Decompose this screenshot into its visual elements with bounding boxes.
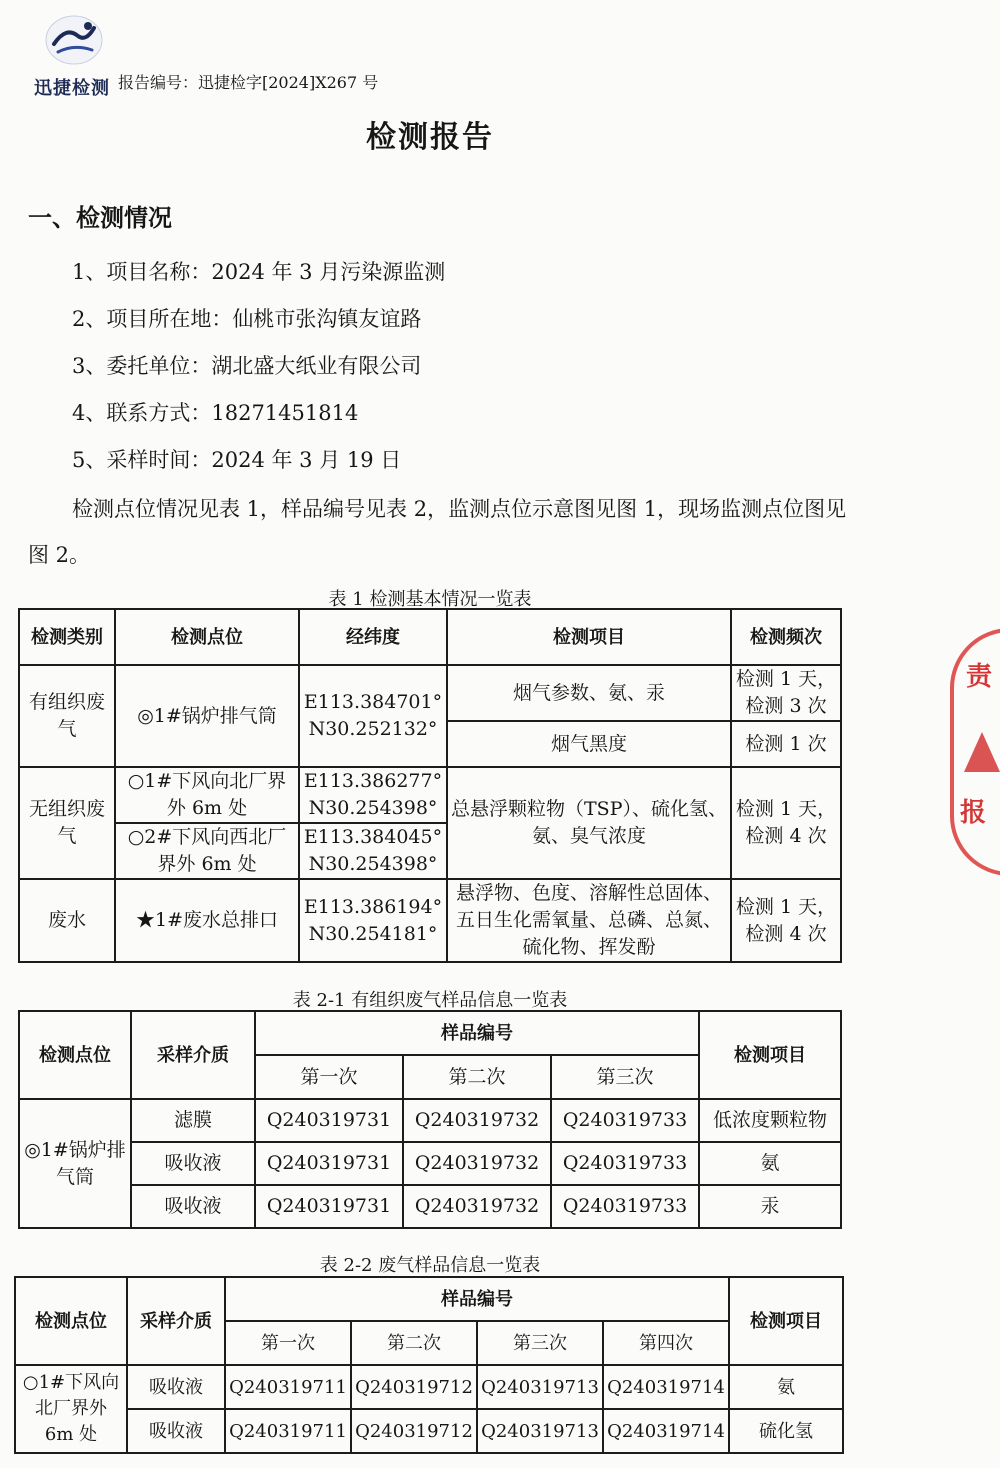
table2-2-sample: Q240319713 (477, 1365, 603, 1409)
stamp-star-icon (964, 732, 1000, 772)
table1-cell-lon: E113.384045° (303, 826, 443, 848)
table2-2-round: 第四次 (603, 1321, 729, 1365)
table1-header-coords: 经纬度 (299, 609, 447, 665)
table2-2-caption: 表 2-2 废气样品信息一览表 (319, 1255, 541, 1276)
table2-2-sample: Q240319714 (603, 1409, 729, 1453)
table2-2-header-sample-no: 样品编号 (225, 1277, 729, 1321)
table2-2-point: ○1#下风向北厂界外 6m 处 (15, 1365, 127, 1453)
table2-1-medium: 滤膜 (131, 1099, 255, 1142)
table1-cell-items: 烟气参数、氨、汞 (447, 665, 731, 721)
table2-2-item: 硫化氢 (729, 1409, 843, 1453)
table2-2-sample: Q240319713 (477, 1409, 603, 1453)
table2-1-sample: Q240319731 (255, 1099, 403, 1142)
table1-cell-frequency: 检测 1 次 (731, 721, 841, 767)
table1-cell-point: ★1#废水总排口 (115, 879, 299, 962)
section-heading: 一、检测情况 (28, 204, 172, 232)
table2-1-caption: 表 2-1 有组织废气样品信息一览表 (292, 990, 568, 1011)
table1-cell-coords (299, 665, 447, 767)
table1-header-items: 检测项目 (447, 609, 731, 665)
table1-cell-coords (299, 823, 447, 879)
company-logo (34, 14, 114, 98)
table2-2-header-point: 检测点位 (15, 1277, 127, 1365)
table2-2-medium: 吸收液 (127, 1409, 225, 1453)
table2-1-item: 汞 (699, 1185, 841, 1228)
table1-cell-lat: N30.252132° (308, 718, 438, 740)
document-title: 检测报告 (366, 120, 494, 155)
table2-1-sample: Q240319733 (551, 1185, 699, 1228)
table2-2-round: 第三次 (477, 1321, 603, 1365)
table2-1-sample: Q240319733 (551, 1142, 699, 1185)
basic-info-table (18, 608, 842, 963)
table1-header-frequency: 检测频次 (731, 609, 841, 665)
table1-cell-lat: N30.254398° (308, 853, 438, 875)
table1-cell-lon: E113.384701° (303, 691, 443, 713)
table1-cell-frequency: 检测 1 天，检测 3 次 (731, 665, 841, 721)
table1-cell-category: 有组织废气 (19, 665, 115, 767)
table1-cell-frequency: 检测 1 天，检测 4 次 (731, 767, 841, 879)
table2-2-header-item: 检测项目 (729, 1277, 843, 1365)
table1-cell-point: ◎1#锅炉排气筒 (115, 665, 299, 767)
table1-cell-point: ○1#下风向北厂界外 6m 处 (115, 767, 299, 823)
report-number: 报告编号：迅捷检字[2024]X267 号 (118, 73, 379, 92)
table1-cell-coords (299, 879, 447, 962)
organized-sample-table (18, 1010, 842, 1229)
table2-1-sample: Q240319731 (255, 1142, 403, 1185)
logo-emblem-icon (44, 14, 104, 66)
table2-1-header-item: 检测项目 (699, 1011, 841, 1099)
table1-header-point: 检测点位 (115, 609, 299, 665)
table2-1-medium: 吸收液 (131, 1142, 255, 1185)
table2-1-round: 第三次 (551, 1055, 699, 1099)
table2-2-sample: Q240319712 (351, 1409, 477, 1453)
table2-2-sample: Q240319711 (225, 1365, 351, 1409)
info-project-location: 2、项目所在地：仙桃市张沟镇友谊路 (72, 307, 422, 331)
table2-1-sample: Q240319731 (255, 1185, 403, 1228)
table1-cell-point: ○2#下风向西北厂界外 6m 处 (115, 823, 299, 879)
table2-1-round: 第一次 (255, 1055, 403, 1099)
table2-1-header-point: 检测点位 (19, 1011, 131, 1099)
table2-2-round: 第一次 (225, 1321, 351, 1365)
waste-gas-sample-table (14, 1276, 844, 1454)
table1-cell-lon: E113.386277° (303, 770, 443, 792)
table2-2-sample: Q240319714 (603, 1365, 729, 1409)
table2-2-item: 氨 (729, 1365, 843, 1409)
table1-cell-items: 悬浮物、色度、溶解性总固体、五日生化需氧量、总磷、总氮、硫化物、挥发酚 (447, 879, 731, 962)
table1-cell-frequency: 检测 1 天，检测 4 次 (731, 879, 841, 962)
table2-1-sample: Q240319732 (403, 1099, 551, 1142)
logo-text: 迅捷检测 (34, 78, 110, 99)
info-project-name: 1、项目名称：2024 年 3 月污染源监测 (72, 260, 446, 284)
table1-cell-coords (299, 767, 447, 823)
table2-1-point: ◎1#锅炉排气筒 (19, 1099, 131, 1228)
table2-2-sample: Q240319711 (225, 1409, 351, 1453)
table2-2-round: 第二次 (351, 1321, 477, 1365)
table1-cell-lon: E113.386194° (303, 895, 443, 918)
table2-2-medium: 吸收液 (127, 1365, 225, 1409)
table1-cell-items: 烟气黑度 (447, 721, 731, 767)
table2-1-item: 低浓度颗粒物 (699, 1099, 841, 1142)
stamp-char-top: 责 (966, 662, 993, 692)
table2-1-item: 氨 (699, 1142, 841, 1185)
table2-1-header-sample-no: 样品编号 (255, 1011, 699, 1055)
info-contact: 4、联系方式：18271451814 (72, 401, 359, 425)
table1-cell-category: 无组织废气 (19, 767, 115, 879)
table2-2-sample: Q240319712 (351, 1365, 477, 1409)
table2-2-header-medium: 采样介质 (127, 1277, 225, 1365)
info-client: 3、委托单位：湖北盛大纸业有限公司 (72, 354, 422, 378)
table2-1-medium: 吸收液 (131, 1185, 255, 1228)
intro-paragraph: 检测点位情况见表 1，样品编号见表 2，监测点位示意图见图 1，现场监测点位图见图 2。 (28, 497, 847, 567)
table1-header-category: 检测类别 (19, 609, 115, 665)
table1-cell-lat: N30.254181° (308, 922, 438, 945)
table1-cell-lat: N30.254398° (308, 797, 438, 819)
table2-1-sample: Q240319733 (551, 1099, 699, 1142)
stamp-char-bottom: 报 (960, 798, 987, 828)
table2-1-sample: Q240319732 (403, 1142, 551, 1185)
table2-1-round: 第二次 (403, 1055, 551, 1099)
table2-1-header-medium: 采样介质 (131, 1011, 255, 1099)
info-sampling-date: 5、采样时间：2024 年 3 月 19 日 (72, 448, 402, 472)
table1-caption: 表 1 检测基本情况一览表 (328, 589, 532, 610)
table1-cell-category: 废水 (19, 879, 115, 962)
table1-cell-items: 总悬浮颗粒物（TSP）、硫化氢、氨、臭气浓度 (447, 767, 731, 879)
table2-1-sample: Q240319732 (403, 1185, 551, 1228)
